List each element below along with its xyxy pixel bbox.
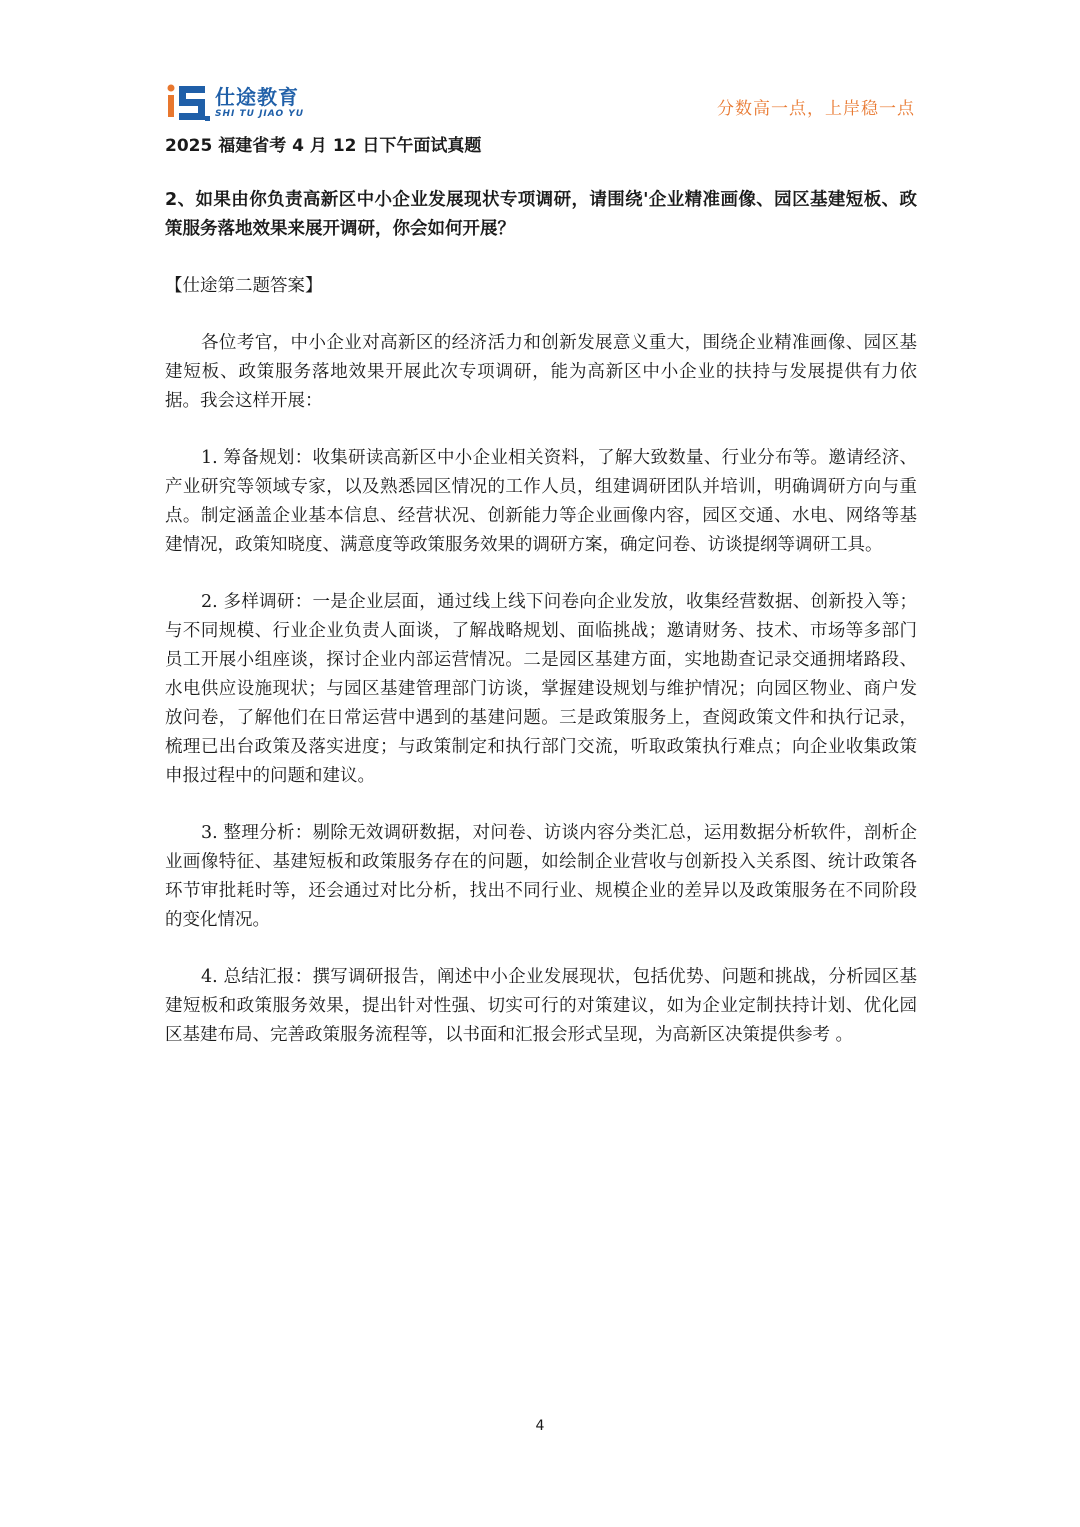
logo-english-name: SHI TU JIAO YU (215, 109, 305, 119)
answer-paragraph-4: 4. 总结汇报：撰写调研报告，阐述中小企业发展现状，包括优势、问题和挑战，分析园区基建短板和政策服务效果，提出针对性强、切实可行的对策建议，如为企业定制扶持计划、优化园区基建布局、完善政策服务流程等，以书面和汇报会形式呈现，为高新区决策提供参考 。 (165, 967, 917, 1045)
logo-icon (165, 80, 211, 126)
document-title: 2025 福建省考 4 月 12 日下午面试真题 (165, 136, 482, 156)
answer-label: 【仕途第二题答案】 (165, 276, 323, 296)
page-header (165, 80, 915, 130)
answer-paragraph-3: 3. 整理分析：剔除无效调研数据，对问卷、访谈内容分类汇总，运用数据分析软件，剖析企业画像特征、基建短板和政策服务存在的问题，如绘制企业营收与创新投入关系图、统计政策各环节审批耗时等，还会通过对比分析，找出不同行业、规模企业的差异以及政策服务在不同阶段的变化情况。 (165, 823, 917, 930)
answer-paragraph-intro: 各位考官，中小企业对高新区的经济活力和创新发展意义重大，围绕企业精准画像、园区基建短板、政策服务落地效果开展此次专项调研，能为高新区中小企业的扶持与发展提供有力依据。我会这样开展： (165, 333, 917, 411)
logo-chinese-name: 仕途教育 (215, 85, 299, 109)
exam-question: 2、如果由你负责高新区中小企业发展现状专项调研，请围绕'企业精准画像、园区基建短板、政策服务落地效果来展开调研，你会如何开展？ (165, 190, 917, 239)
brand-logo (165, 80, 304, 126)
answer-paragraph-2: 2. 多样调研：一是企业层面，通过线上线下问卷向企业发放，收集经营数据、创新投入等；与不同规模、行业企业负责人面谈，了解战略规划、面临挑战；邀请财务、技术、市场等多部门员工开展小组座谈，探讨企业内部运营情况。二是园区基建方面，实地勘查记录交通拥堵路段、水电供应设施现状；与园区基建管理部门访谈，掌握建设规划与维护情况；向园区物业、商户发放问卷，了解他们在日常运营中遇到的基建问题。三是政策服务上，查阅政策文件和执行记录，梳理已出台政策及落实进度；与政策制定和执行部门交流，听取政策执行难点；向企业收集政策申报过程中的问题和建议。 (165, 592, 917, 786)
header-slogan: 分数高一点，上岸稳一点 (717, 99, 915, 119)
document-body (165, 132, 917, 1078)
answer-paragraph-1: 1. 筹备规划：收集研读高新区中小企业相关资料，了解大致数量、行业分布等。邀请经济、产业研究等领域专家，以及熟悉园区情况的工作人员，组建调研团队并培训，明确调研方向与重点。制定涵盖企业基本信息、经营状况、创新能力等企业画像内容，园区交通、水电、网络等基建情况，政策知晓度、满意度等政策服务效果的调研方案，确定问卷、访谈提纲等调研工具。 (165, 448, 917, 555)
page-number: 4 (535, 1418, 545, 1434)
logo-text (215, 86, 304, 120)
